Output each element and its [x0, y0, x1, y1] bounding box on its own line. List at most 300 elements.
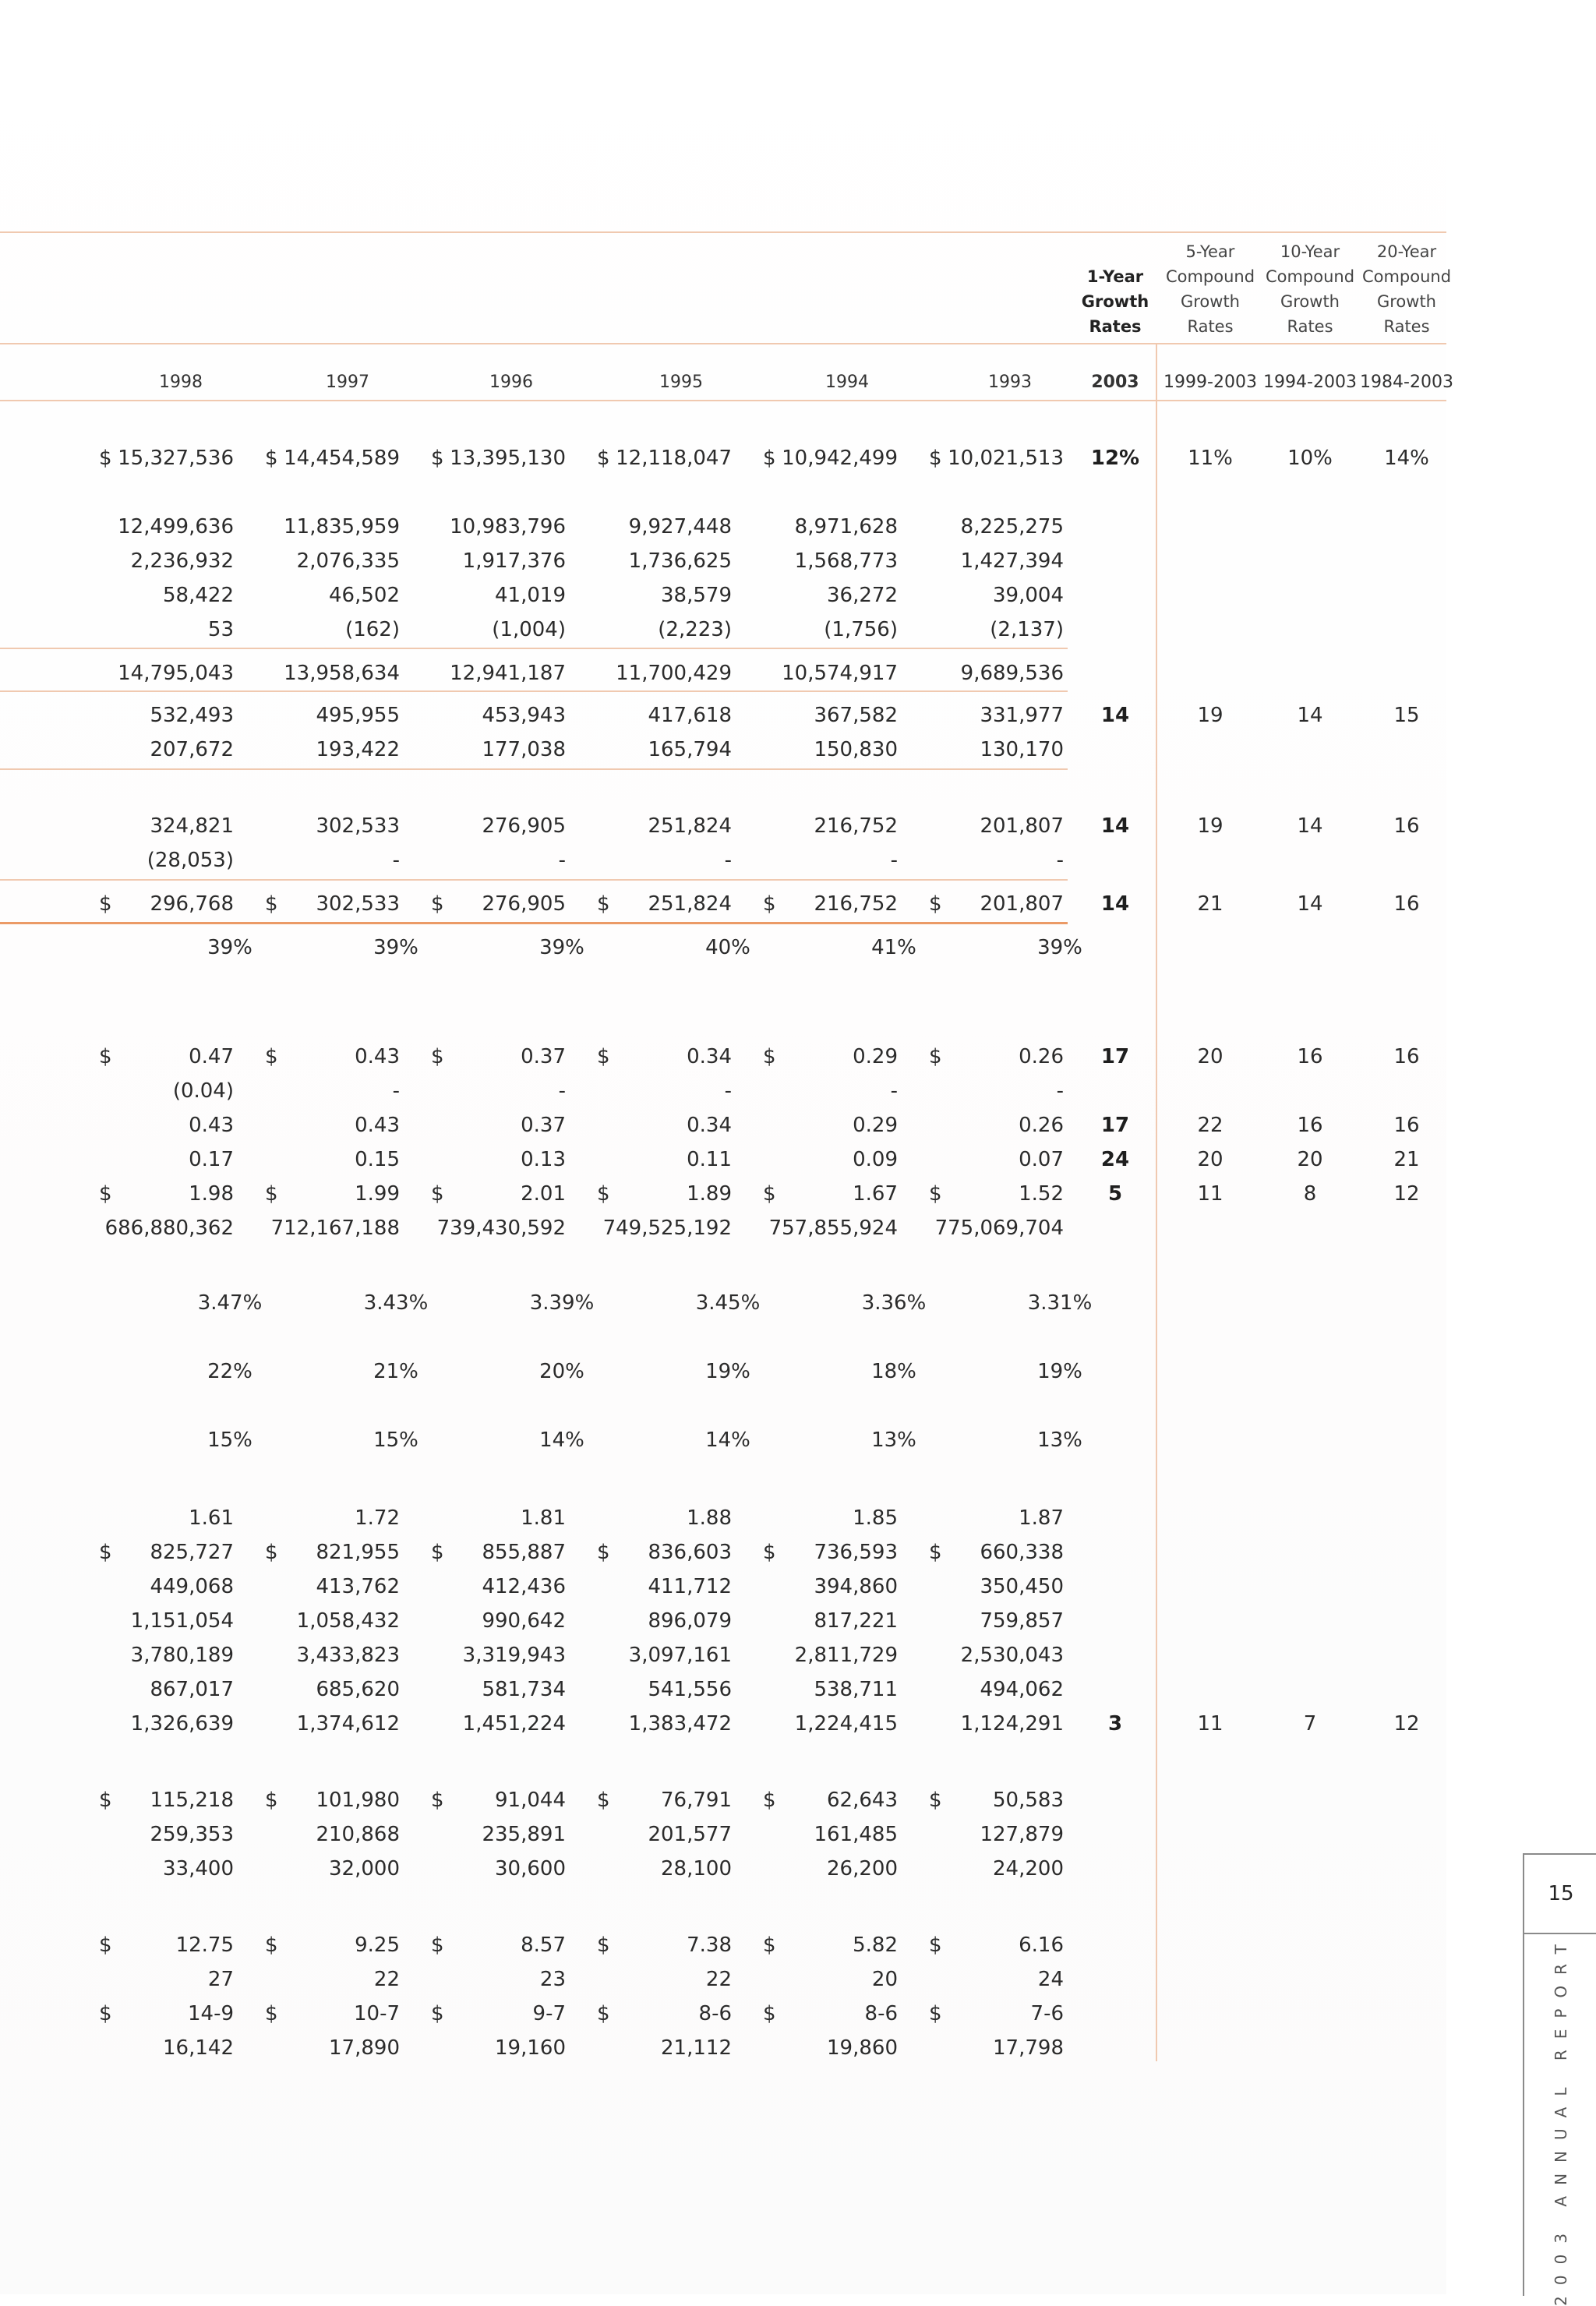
currency-sign: $ — [929, 1541, 942, 1564]
table-cell: 23 — [539, 1968, 566, 1991]
table-cell: 1.52 — [1019, 1182, 1064, 1206]
growth-rate-cell: 20 — [1197, 1045, 1223, 1068]
pretax-rule — [0, 768, 1068, 770]
growth-header — [1065, 264, 1166, 339]
table-cell: 38,579 — [661, 584, 732, 607]
table-cell: 46,502 — [329, 584, 400, 607]
table-cell: 3,433,823 — [296, 1644, 400, 1667]
table-cell: 19,860 — [827, 2036, 898, 2060]
table-cell: 1,917,376 — [462, 549, 566, 573]
currency-sign: $ — [929, 892, 942, 916]
table-cell: (1,004) — [492, 618, 566, 641]
table-cell: 13,395,130 — [450, 447, 566, 470]
table-cell: 201,807 — [980, 892, 1064, 916]
table-cell: 24 — [1037, 1968, 1064, 1991]
table-cell: 3,319,943 — [462, 1644, 566, 1667]
table-cell: - — [890, 849, 898, 872]
table-cell: - — [1056, 849, 1064, 872]
table-cell: 10-7 — [353, 2002, 400, 2025]
table-cell: 1.89 — [687, 1182, 732, 1206]
table-cell: 532,493 — [150, 704, 234, 727]
table-cell: 161,485 — [814, 1823, 898, 1846]
table-cell: 193,422 — [316, 738, 400, 761]
currency-sign: $ — [265, 1045, 278, 1068]
table-cell: 896,079 — [648, 1609, 732, 1633]
table-cell: 39% — [1037, 936, 1082, 959]
table-cell: 8-6 — [864, 2002, 898, 2025]
currency-sign: $ — [763, 1045, 776, 1068]
table-cell: 32,000 — [329, 1857, 400, 1880]
table-cell: 331,977 — [980, 704, 1064, 727]
table-cell: 1,383,472 — [628, 1712, 732, 1736]
growth-header-line: Compound — [1265, 267, 1355, 286]
table-cell: 302,533 — [316, 892, 400, 916]
table-cell: 8-6 — [698, 2002, 732, 2025]
table-cell: 0.26 — [1019, 1045, 1064, 1068]
table-cell: 350,450 — [980, 1575, 1064, 1598]
table-cell: 12,118,047 — [616, 447, 732, 470]
currency-sign: $ — [265, 1182, 278, 1206]
table-cell: 2.01 — [521, 1182, 566, 1206]
table-cell: 39% — [539, 936, 584, 959]
table-cell: 22 — [373, 1968, 400, 1991]
currency-sign: $ — [763, 1182, 776, 1206]
growth-header — [1160, 239, 1261, 339]
table-cell: 201,577 — [648, 1823, 732, 1846]
currency-sign: $ — [763, 1541, 776, 1564]
table-cell: 1,374,612 — [296, 1712, 400, 1736]
table-cell: 115,218 — [150, 1789, 234, 1812]
year-header: 1998 — [159, 373, 203, 392]
table-cell: 757,855,924 — [768, 1217, 898, 1240]
table-cell: 5.82 — [853, 1933, 898, 1957]
currency-sign: $ — [99, 2002, 112, 2025]
table-cell: 216,752 — [814, 814, 898, 838]
table-cell: 39% — [207, 936, 252, 959]
table-cell: 10,574,917 — [782, 662, 898, 685]
growth-rate-cell: 11 — [1197, 1712, 1223, 1736]
table-cell: 22% — [207, 1360, 252, 1383]
table-cell: 10,942,499 — [782, 447, 898, 470]
table-cell: 165,794 — [648, 738, 732, 761]
table-cell: 1,427,394 — [960, 549, 1064, 573]
table-cell: 855,887 — [482, 1541, 566, 1564]
table-cell: 1.98 — [189, 1182, 234, 1206]
table-cell: 13% — [1037, 1428, 1082, 1452]
table-cell: 1,568,773 — [794, 549, 898, 573]
subtotal-rule-lower — [0, 690, 1068, 692]
table-cell: 1,151,054 — [130, 1609, 234, 1633]
table-cell: 14,454,589 — [284, 447, 400, 470]
table-cell: 276,905 — [482, 814, 566, 838]
table-cell: 251,824 — [648, 814, 732, 838]
growth-rate-cell: 17 — [1100, 1114, 1130, 1137]
table-cell: 11,700,429 — [616, 662, 732, 685]
table-cell: 24,200 — [993, 1857, 1064, 1880]
subtotal-rule-upper — [0, 648, 1068, 649]
table-cell: 9,927,448 — [628, 515, 732, 539]
currency-sign: $ — [597, 447, 610, 470]
table-cell: 15,327,536 — [118, 447, 234, 470]
table-cell: 660,338 — [980, 1541, 1064, 1564]
currency-sign: $ — [431, 1045, 444, 1068]
growth-header-line: Rates — [1089, 317, 1142, 336]
table-cell: - — [392, 1079, 400, 1103]
table-cell: 40% — [705, 936, 750, 959]
currency-sign: $ — [431, 1789, 444, 1812]
table-cell: 1,451,224 — [462, 1712, 566, 1736]
currency-sign: $ — [929, 2002, 942, 2025]
page-number: 15 — [1524, 1855, 1596, 1934]
table-cell: 10,983,796 — [450, 515, 566, 539]
table-cell: 41% — [871, 936, 916, 959]
table-cell: 324,821 — [150, 814, 234, 838]
table-cell: 867,017 — [150, 1678, 234, 1701]
growth-header-line: Rates — [1383, 317, 1430, 336]
table-cell: 0.07 — [1019, 1148, 1064, 1171]
table-cell: 0.34 — [687, 1114, 732, 1137]
table-cell: 686,880,362 — [104, 1217, 234, 1240]
table-cell: 14% — [539, 1428, 584, 1452]
table-cell: 9.25 — [355, 1933, 400, 1957]
table-cell: 18% — [871, 1360, 916, 1383]
table-cell: 685,620 — [316, 1678, 400, 1701]
table-cell: 20% — [539, 1360, 584, 1383]
table-cell: 21,112 — [661, 2036, 732, 2060]
table-cell: 14,795,043 — [118, 662, 234, 685]
table-cell: 17,798 — [993, 2036, 1064, 2060]
table-cell: 0.26 — [1019, 1114, 1064, 1137]
table-cell: 417,618 — [648, 704, 732, 727]
currency-sign: $ — [99, 1541, 112, 1564]
table-cell: 1,058,432 — [296, 1609, 400, 1633]
table-cell: 736,593 — [814, 1541, 898, 1564]
table-cell: 12,941,187 — [450, 662, 566, 685]
currency-sign: $ — [597, 1541, 610, 1564]
table-cell: - — [724, 849, 732, 872]
table-cell: 22 — [705, 1968, 732, 1991]
table-cell: 0.29 — [853, 1045, 898, 1068]
table-cell: 41,019 — [495, 584, 566, 607]
growth-header — [1356, 239, 1457, 339]
table-cell: 825,727 — [150, 1541, 234, 1564]
growth-header-line: 20-Year — [1376, 242, 1437, 261]
table-cell: 50,583 — [993, 1789, 1064, 1812]
table-cell: 6.16 — [1019, 1933, 1064, 1957]
table-cell: - — [558, 849, 566, 872]
table-cell: 538,711 — [814, 1678, 898, 1701]
table-cell: 1,124,291 — [960, 1712, 1064, 1736]
table-cell: - — [1056, 1079, 1064, 1103]
table-cell: 3.43% — [363, 1291, 429, 1315]
table-cell: 36,272 — [827, 584, 898, 607]
year-header-rule — [0, 400, 1446, 401]
table-cell: 2,076,335 — [296, 549, 400, 573]
table-cell: 3.47% — [197, 1291, 263, 1315]
currency-sign: $ — [99, 1045, 112, 1068]
growth-rate-cell: 24 — [1100, 1148, 1130, 1171]
table-cell: 14% — [705, 1428, 750, 1452]
table-cell: 1.85 — [853, 1506, 898, 1530]
growth-rate-cell: 22 — [1197, 1114, 1223, 1137]
currency-sign: $ — [99, 892, 112, 916]
table-cell: 1.87 — [1019, 1506, 1064, 1530]
currency-sign: $ — [929, 1182, 942, 1206]
table-cell: 53 — [207, 618, 234, 641]
table-cell: 210,868 — [316, 1823, 400, 1846]
growth-header-line: 10-Year — [1280, 242, 1340, 261]
growth-rate-cell: 12% — [1090, 447, 1140, 470]
table-cell: 3.39% — [529, 1291, 595, 1315]
currency-sign: $ — [763, 1933, 776, 1957]
growth-rate-cell: 21 — [1197, 892, 1223, 916]
table-cell: 296,768 — [150, 892, 234, 916]
currency-sign: $ — [431, 447, 444, 470]
table-cell: 1.99 — [355, 1182, 400, 1206]
table-cell: 39% — [373, 936, 418, 959]
table-cell: 2,236,932 — [130, 549, 234, 573]
table-cell: 28,100 — [661, 1857, 732, 1880]
currency-sign: $ — [597, 892, 610, 916]
table-cell: 1.81 — [521, 1506, 566, 1530]
growth-rate-cell: 14 — [1100, 814, 1130, 838]
growth-header-line: Growth — [1081, 292, 1149, 311]
table-cell: 3.45% — [695, 1291, 761, 1315]
table-cell: - — [724, 1079, 732, 1103]
table-cell: 20 — [871, 1968, 898, 1991]
table-cell: 0.13 — [521, 1148, 566, 1171]
growth-period-header: 2003 — [1091, 373, 1139, 392]
table-cell: 3.31% — [1027, 1291, 1093, 1315]
growth-rate-cell: 8 — [1303, 1182, 1317, 1206]
growth-header-rule — [0, 343, 1446, 344]
table-cell: 91,044 — [495, 1789, 566, 1812]
growth-rate-cell: 12 — [1393, 1182, 1420, 1206]
table-cell: 17,890 — [329, 2036, 400, 2060]
table-cell: 1.67 — [853, 1182, 898, 1206]
table-cell: 10,021,513 — [948, 447, 1064, 470]
growth-rate-cell: 11 — [1197, 1182, 1223, 1206]
net-income-rule-upper — [0, 879, 1068, 881]
table-cell: 749,525,192 — [602, 1217, 732, 1240]
table-cell: 494,062 — [980, 1678, 1064, 1701]
page-sidebar — [1523, 1853, 1596, 2306]
currency-sign: $ — [929, 447, 942, 470]
currency-sign: $ — [597, 1045, 610, 1068]
growth-rate-cell: 5 — [1107, 1182, 1123, 1206]
table-cell: (2,137) — [990, 618, 1064, 641]
table-cell: 0.11 — [687, 1148, 732, 1171]
growth-period-header: 1984-2003 — [1360, 373, 1453, 392]
table-cell: 21% — [373, 1360, 418, 1383]
table-cell: 412,436 — [482, 1575, 566, 1598]
table-cell: 130,170 — [980, 738, 1064, 761]
growth-header-line: Compound — [1165, 267, 1255, 286]
table-cell: 817,221 — [814, 1609, 898, 1633]
table-cell: 1,736,625 — [628, 549, 732, 573]
table-cell: 2,811,729 — [794, 1644, 898, 1667]
table-cell: 3,097,161 — [628, 1644, 732, 1667]
currency-sign: $ — [597, 1789, 610, 1812]
currency-sign: $ — [763, 1789, 776, 1812]
table-cell: 13% — [871, 1428, 916, 1452]
table-cell: 127,879 — [980, 1823, 1064, 1846]
table-cell: 0.43 — [355, 1045, 400, 1068]
year-header: 1995 — [659, 373, 703, 392]
table-cell: 177,038 — [482, 738, 566, 761]
table-cell: 235,891 — [482, 1823, 566, 1846]
growth-period-header: 1999-2003 — [1163, 373, 1257, 392]
table-cell: 19% — [1037, 1360, 1082, 1383]
table-cell: 11,835,959 — [284, 515, 400, 539]
currency-sign: $ — [265, 1541, 278, 1564]
table-cell: 0.15 — [355, 1148, 400, 1171]
table-cell: 712,167,188 — [270, 1217, 400, 1240]
table-cell: 0.29 — [853, 1114, 898, 1137]
growth-rate-cell: 12 — [1393, 1712, 1420, 1736]
table-cell: 19,160 — [495, 2036, 566, 2060]
table-cell: 1,224,415 — [794, 1712, 898, 1736]
table-cell: (1,756) — [824, 618, 898, 641]
table-cell: 14-9 — [187, 2002, 234, 2025]
table-cell: 13,958,634 — [284, 662, 400, 685]
table-cell: 2,530,043 — [960, 1644, 1064, 1667]
growth-rate-cell: 14 — [1100, 892, 1130, 916]
table-cell: 1,326,639 — [130, 1712, 234, 1736]
currency-sign: $ — [99, 1182, 112, 1206]
growth-header — [1259, 239, 1361, 339]
year-header: 1993 — [988, 373, 1032, 392]
growth-header-line: Rates — [1187, 317, 1234, 336]
growth-rate-cell: 19 — [1197, 814, 1223, 838]
growth-rate-cell: 16 — [1297, 1045, 1323, 1068]
currency-sign: $ — [431, 1933, 444, 1957]
growth-rate-cell: 14 — [1297, 892, 1323, 916]
growth-rate-cell: 20 — [1197, 1148, 1223, 1171]
table-cell: 0.43 — [189, 1114, 234, 1137]
growth-rate-cell: 11% — [1188, 447, 1233, 470]
currency-sign: $ — [763, 892, 776, 916]
table-cell: 302,533 — [316, 814, 400, 838]
table-cell: 33,400 — [163, 1857, 234, 1880]
table-cell: 8.57 — [521, 1933, 566, 1957]
growth-rate-cell: 16 — [1393, 892, 1420, 916]
table-cell: 836,603 — [648, 1541, 732, 1564]
table-cell: 394,860 — [814, 1575, 898, 1598]
currency-sign: $ — [763, 447, 776, 470]
table-cell: (28,053) — [147, 849, 234, 872]
table-cell: 30,600 — [495, 1857, 566, 1880]
growth-rate-cell: 14 — [1297, 814, 1323, 838]
currency-sign: $ — [929, 1045, 942, 1068]
year-header: 1994 — [825, 373, 869, 392]
table-cell: 16,142 — [163, 2036, 234, 2060]
table-cell: 0.34 — [687, 1045, 732, 1068]
growth-rate-cell: 14 — [1100, 704, 1130, 727]
currency-sign: $ — [929, 1789, 942, 1812]
table-cell: 0.17 — [189, 1148, 234, 1171]
table-cell: 541,556 — [648, 1678, 732, 1701]
currency-sign: $ — [431, 1182, 444, 1206]
currency-sign: $ — [763, 2002, 776, 2025]
table-cell: 15% — [207, 1428, 252, 1452]
table-cell: 19% — [705, 1360, 750, 1383]
table-cell: 207,672 — [150, 738, 234, 761]
table-cell: 8,225,275 — [960, 515, 1064, 539]
table-cell: 259,353 — [150, 1823, 234, 1846]
table-cell: 9-7 — [532, 2002, 566, 2025]
table-cell: 821,955 — [316, 1541, 400, 1564]
growth-rate-cell: 14% — [1384, 447, 1429, 470]
report-title: 2003 ANNUAL REPORT — [1552, 1933, 1570, 2306]
growth-rate-cell: 16 — [1393, 1045, 1420, 1068]
table-cell: 251,824 — [648, 892, 732, 916]
table-cell: 9,689,536 — [960, 662, 1064, 685]
table-cell: 0.37 — [521, 1045, 566, 1068]
growth-rate-cell: 10% — [1287, 447, 1333, 470]
growth-rate-cell: 16 — [1393, 814, 1420, 838]
net-income-rule-lower — [0, 922, 1068, 924]
growth-header-line: Growth — [1180, 292, 1240, 311]
currency-sign: $ — [431, 2002, 444, 2025]
growth-rate-cell: 7 — [1303, 1712, 1317, 1736]
table-cell: 759,857 — [980, 1609, 1064, 1633]
table-cell: 201,807 — [980, 814, 1064, 838]
table-cell: 413,762 — [316, 1575, 400, 1598]
table-cell: 12.75 — [175, 1933, 234, 1957]
growth-rate-cell: 14 — [1297, 704, 1323, 727]
table-cell: 62,643 — [827, 1789, 898, 1812]
table-cell: 12,499,636 — [118, 515, 234, 539]
currency-sign: $ — [431, 1541, 444, 1564]
table-cell: - — [392, 849, 400, 872]
table-cell: 0.43 — [355, 1114, 400, 1137]
growth-rate-cell: 17 — [1100, 1045, 1130, 1068]
currency-sign: $ — [597, 1933, 610, 1957]
table-cell: 8,971,628 — [794, 515, 898, 539]
table-cell: 15% — [373, 1428, 418, 1452]
top-rule — [0, 231, 1446, 233]
growth-period-header: 1994-2003 — [1263, 373, 1357, 392]
currency-sign: $ — [431, 892, 444, 916]
growth-header-line: Growth — [1280, 292, 1340, 311]
table-cell: 276,905 — [482, 892, 566, 916]
table-cell: 495,955 — [316, 704, 400, 727]
table-cell: 990,642 — [482, 1609, 566, 1633]
currency-sign: $ — [265, 1789, 278, 1812]
table-cell: 1.88 — [687, 1506, 732, 1530]
growth-rate-cell: 21 — [1393, 1148, 1420, 1171]
growth-rate-cell: 20 — [1297, 1148, 1323, 1171]
currency-sign: $ — [265, 1933, 278, 1957]
growth-header-line: Growth — [1376, 292, 1436, 311]
currency-sign: $ — [597, 1182, 610, 1206]
table-cell: - — [558, 1079, 566, 1103]
table-cell: 453,943 — [482, 704, 566, 727]
currency-sign: $ — [265, 2002, 278, 2025]
currency-sign: $ — [99, 1933, 112, 1957]
currency-sign: $ — [929, 1933, 942, 1957]
growth-header-line: 1-Year — [1086, 267, 1144, 286]
table-cell: 775,069,704 — [934, 1217, 1064, 1240]
table-cell: 3.36% — [861, 1291, 927, 1315]
currency-sign: $ — [99, 1789, 112, 1812]
table-cell: 0.37 — [521, 1114, 566, 1137]
year-header: 1997 — [326, 373, 369, 392]
growth-rate-cell: 19 — [1197, 704, 1223, 727]
table-cell: 1.61 — [189, 1506, 234, 1530]
table-cell: 7-6 — [1030, 2002, 1064, 2025]
